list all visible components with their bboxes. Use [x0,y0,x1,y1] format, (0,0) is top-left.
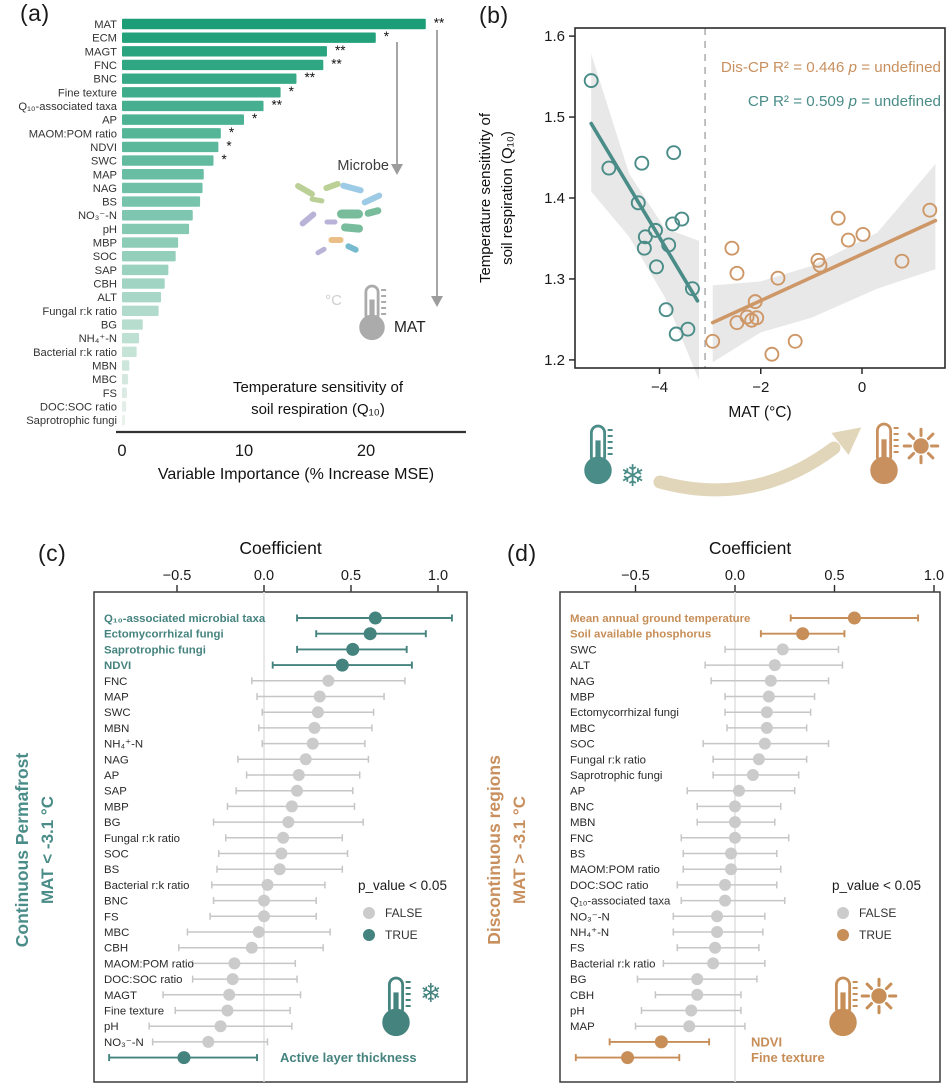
bar-label: SOC [92,251,117,264]
bar-label: Q₁₀-associated taxa [18,100,117,113]
row-label: FS [104,911,119,924]
coefficient-dot [685,1005,697,1017]
coefficient-dot [683,1020,695,1032]
data-point [635,157,648,170]
row-label: Ectomycorrhizal fungi [570,707,679,720]
coefficient-dot [691,973,703,985]
bar [122,306,159,316]
row-label: ALT [570,660,591,673]
coefficient-dot [277,832,289,844]
x-tick-label: −0.5 [621,568,650,584]
coefficient-dot [336,659,349,672]
coefficient-dot [707,957,719,969]
coefficient-dot [729,816,741,828]
coefficient-dot [307,738,319,750]
bar-label: ALT [97,292,117,305]
bar-label: DOC:SOC ratio [39,401,117,414]
row-label: NO₃⁻-N [104,1036,144,1049]
coefficient-dot [300,753,312,765]
bar-label: MAT [94,19,117,31]
x-axis-title: MAT (°C) [728,404,792,421]
bar-label: SAP [94,264,117,277]
bar [122,73,296,83]
sun-core [871,988,886,1003]
significance-stars: * [383,29,390,45]
snowflake-icon: ❄ [420,978,442,1008]
panel-d-label: (d) [507,540,537,566]
microbe-icon [294,182,316,198]
bar [122,401,126,411]
significance-stars: * [226,138,232,154]
coefficient-dot [308,722,320,734]
microbe-icon [337,210,363,219]
row-label: Fungal r:k ratio [104,832,180,845]
row-label: FS [570,942,585,955]
coefficient-dot [228,957,240,969]
coefficient-dot [223,989,235,1001]
bar [122,169,204,179]
x-tick-label: 20 [356,442,376,460]
coefficient-dot [258,895,270,907]
bar [122,101,264,111]
coefficient-dot [275,848,287,860]
row-label: AP [570,785,586,798]
row-label: SAP [104,785,127,798]
row-label: pH [570,1005,585,1018]
bar [122,237,178,247]
microbe-icon [315,246,328,256]
x-tick-label: 0.5 [824,568,845,584]
thermometer-warm-icon [830,978,858,1035]
significance-stars: * [221,152,227,168]
bar [122,114,244,124]
bar [122,278,165,288]
sun-ray [867,984,871,988]
x-tick-label: −4 [650,379,669,396]
coefficient-dot [848,612,861,625]
bar [122,155,214,165]
row-label: BNC [104,895,129,908]
microbe-icon [323,180,342,192]
side-label-line2: MAT > -3.1 °C [510,795,529,905]
celsius-label: °C [325,292,342,309]
row-label: MAP [104,691,129,704]
row-label: MBP [570,691,595,704]
legend-title: p_value < 0.05 [358,878,447,893]
bar [122,347,137,357]
microbe-icon [344,242,359,253]
coefficient-dot [761,722,773,734]
bar-label: MBN [92,360,117,373]
microbe-icon [309,196,325,204]
row-label-highlight: NDVI [104,660,132,673]
row-label: CBH [570,989,595,1002]
bar [122,183,203,193]
data-point [725,242,738,255]
coefficient-dot [711,910,723,922]
coefficient-dot [291,785,303,797]
row-label: Bacterial r:k ratio [570,958,656,971]
row-label: FNC [570,832,594,845]
x-tick-label: 0 [117,442,127,460]
coefficient-dot [346,643,359,656]
row-label-highlight: Active layer thickness [280,1050,417,1066]
coefficient-dot [725,863,737,875]
microbe-icon [329,237,344,243]
bar [122,374,128,384]
bar-label: ECM [92,32,117,45]
row-label: SWC [104,707,131,720]
x-tick-label: 1.0 [427,568,449,584]
coefficient-dot [322,675,334,687]
bar-label: MBP [92,237,117,250]
bar-label: BS [102,196,117,209]
significance-stars: ** [271,97,283,113]
x-tick-label: 1.0 [923,568,945,584]
thermometer-cold-icon [585,426,613,483]
panel-b-label: (b) [479,2,509,28]
bar [122,415,125,425]
mat-label: MAT [394,319,426,336]
bar-label: MAOM:POM ratio [28,128,117,141]
y-axis-title-line1: Temperature sensitivity of [477,112,494,284]
sun-ray [867,1003,871,1007]
legend-title: p_value < 0.05 [832,878,921,893]
sun-icon [862,979,896,1013]
panel-a-label: (a) [20,0,50,26]
coefficient-dot [763,691,775,703]
row-label: DOC:SOC ratio [104,974,183,987]
bar [122,128,221,138]
bar-label: FNC [94,59,117,72]
bar-label: SWC [90,155,117,168]
sun-icon [904,429,938,463]
bar-label: NH₄⁺-N [78,333,117,346]
bar [122,265,168,275]
legend-true-dot [363,929,375,941]
coefficient-dot [177,1051,190,1064]
panel-c-label: (c) [38,540,67,566]
significance-stars: ** [433,15,445,31]
warming-arrow-icon [660,416,870,490]
x-tick-label: −2 [752,379,770,396]
row-label: Fine texture [104,1005,165,1018]
row-label: MAP [570,1021,595,1034]
coefficient-dot [711,926,723,938]
x-tick-label: 0.0 [253,568,275,584]
row-label: MBC [104,927,130,939]
significance-stars: * [288,83,294,99]
legend-false-label: FALSE [385,906,423,920]
coefficient-dot [733,785,745,797]
microbe-icon [298,210,317,227]
row-label-highlight: Q₁₀-associated microbial taxa [104,613,266,625]
bar [122,210,193,220]
legend-false-dot [837,907,849,919]
microbe-icon [325,220,338,225]
legend-false-dot [363,907,375,919]
row-label: MBN [570,817,596,830]
thermometer-bulb [585,457,611,483]
sun-core [913,438,928,453]
significance-stars: ** [304,70,315,86]
x-tick-label: 0.0 [724,568,746,584]
bar-label: Fungal r:k ratio [42,305,117,318]
bar-label: BG [100,319,117,332]
legend-true-label: TRUE [859,928,892,942]
y-axis-title-line2: soil respiration (Q₁₀) [499,131,516,265]
bar [122,360,129,370]
row-label: MAOM:POM ratio [104,958,194,971]
row-label: Bacterial r:k ratio [104,879,190,892]
thermometer-gray-icon [360,286,386,339]
response-caption-line2: soil respiration (Q₁₀) [251,401,385,418]
bar-label: Saprotrophic fungi [26,415,117,428]
data-point [730,267,743,280]
thermometer-cold-icon [383,978,411,1035]
bar [122,142,218,152]
thermometer-bulb [360,315,384,339]
y-tick-label: 1.3 [544,270,565,288]
row-label: AP [104,770,120,782]
coefficient-dot [314,691,326,703]
microbe-cluster-icon [294,180,383,256]
thermometer-bulb [830,1009,856,1035]
coefficient-dot [286,800,298,812]
coefficient-dot [796,627,809,640]
sun-ray [886,984,890,988]
bar-label: NAG [92,182,117,195]
row-label: NAG [104,754,129,767]
row-label: BG [104,817,121,830]
x-axis-title: Variable Importance (% Increase MSE) [157,466,435,483]
coefficient-dot [759,738,771,750]
coefficient-dot [293,769,305,781]
coefficient-dot [282,816,294,828]
bar [122,46,327,56]
row-label: SWC [570,644,597,657]
panel-a-variable-importance-chart [0,0,474,530]
bar-label: CBH [93,278,117,291]
sun-ray [928,453,932,457]
row-label: MBC [570,722,596,735]
bar-label: NO₃⁻-N [77,210,117,223]
coefficient-dot [221,1005,233,1017]
coefficient-dot [621,1051,634,1064]
row-label: Saprotrophic fungi [570,770,663,782]
bar-label: BNC [93,73,117,86]
legend-true-dot [837,929,849,941]
row-label: BS [104,864,120,877]
y-tick-label: 1.6 [544,28,565,46]
bar-label: Fine texture [57,87,117,100]
data-point [857,228,870,241]
x-tick-label: 10 [234,442,254,460]
microbe-label: Microbe [337,158,389,174]
coefficient-dot [747,769,759,781]
coefficient-dot [215,1020,227,1032]
bar [122,251,176,261]
row-label: BS [570,848,586,861]
coefficient-dot [246,942,258,954]
side-label-line2: MAT < -3.1 °C [38,795,57,905]
microbe-icon [341,223,364,233]
coefficient-dot [753,753,765,765]
y-tick-label: 1.4 [544,190,565,207]
sun-ray [886,1003,890,1007]
data-point [765,348,778,361]
side-label-line1: Continuous Permafrost [12,752,32,948]
side-label-line1: Discontinuous regions [484,755,504,945]
panel-d-coefficient-chart [474,530,948,1084]
row-label: MBN [104,722,130,735]
sun-ray [909,434,913,438]
thermometer-bulb [871,457,897,483]
coefficient-dot [769,659,781,671]
bar-label: MAP [92,169,117,182]
row-label-highlight: NDVI [751,1034,783,1050]
row-label-highlight: Mean annual ground temperature [570,613,751,625]
significance-stars: ** [331,56,342,72]
significance-stars: * [252,111,258,127]
thermometer-bulb [383,1009,409,1035]
y-tick-label: 1.2 [544,351,565,369]
response-caption-line1: Temperature sensitivity of [232,379,404,396]
row-label: MAGT [104,989,137,1002]
row-label: DOC:SOC ratio [570,879,649,892]
x-tick-label: −0.5 [162,568,192,584]
stats-annotation: CP R² = 0.509 p = undefined [747,93,941,110]
bar-label: AP [102,114,117,127]
bar [122,319,143,329]
bar-label: MBC [92,374,117,387]
row-label: MAOM:POM ratio [570,864,660,877]
coefficient-dot [709,942,721,954]
coefficient-dot [253,926,265,938]
coefficient-dot [729,832,741,844]
microbe-arrow-head [391,164,403,175]
panel-b-scatter-chart [474,0,948,530]
bar [122,224,189,234]
warming-arrow-shaft [660,448,834,490]
data-point [789,335,802,348]
axis-title-coefficient: Coefficient [708,538,792,558]
snowflake-icon: ❄ [620,460,646,493]
row-label-highlight: Ectomycorrhizal fungi [104,628,224,641]
row-label: pH [104,1021,119,1034]
x-tick-label: 0.5 [340,568,362,584]
coefficient-dot [777,643,789,655]
coefficient-dot [691,989,703,1001]
row-label: NAG [570,675,595,688]
bar [122,388,127,398]
bar [122,196,200,206]
row-label: NO₃⁻-N [570,911,610,924]
row-label: CBH [104,942,129,955]
bar-label: FS [102,387,117,400]
coefficient-dot [729,800,741,812]
row-label: SOC [104,848,129,861]
x-tick-label: 0 [857,379,867,396]
coefficient-dot [369,612,382,625]
bar-label: pH [102,223,117,236]
panel-c-coefficient-chart [0,530,474,1084]
bar [122,333,139,343]
microbe-icon [361,192,383,207]
bar [122,19,426,29]
mat-arrow-head [431,296,443,307]
row-label-highlight: Saprotrophic fungi [104,644,206,657]
bar [122,32,376,42]
bar [122,60,323,70]
microbe-icon [364,206,382,217]
row-label: Q₁₀-associated taxa [570,895,671,908]
row-label: FNC [104,675,128,688]
data-point [842,234,855,247]
legend-true-label: TRUE [385,928,418,942]
thermometer-warm-icon [871,424,899,483]
coefficient-dot [364,627,377,640]
stats-annotation: Dis-CP R² = 0.446 p = undefined [720,59,941,76]
bar-label: MAGT [84,46,117,59]
significance-stars: ** [334,42,346,58]
coefficient-dot [655,1035,668,1048]
bar [122,87,281,97]
coefficient-dot [719,895,731,907]
coefficient-dot [202,1036,214,1048]
coefficient-dot [312,706,324,718]
coefficient-dot [274,863,286,875]
row-label: NH₄⁺-N [570,927,610,939]
data-point [667,146,680,159]
bar-label: NDVI [90,141,117,154]
row-label-highlight: Fine texture [751,1050,825,1066]
row-label: Fungal r:k ratio [570,754,646,767]
coefficient-dot [761,706,773,718]
coefficient-dot [261,879,273,891]
microbe-icon [340,182,365,194]
bar [122,292,161,302]
coefficient-dot [765,675,777,687]
sun-ray [909,453,913,457]
data-point [832,212,845,225]
axis-title-coefficient: Coefficient [239,538,322,558]
row-label: SOC [570,738,595,751]
bar-label: Bacterial r:k ratio [33,346,117,359]
row-label: MBP [104,801,129,814]
row-label-highlight: Soil available phosphorus [570,628,712,641]
row-label: BNC [570,801,595,814]
y-tick-label: 1.5 [544,109,565,127]
coefficient-dot [719,879,731,891]
significance-stars: * [228,124,235,140]
coefficient-dot [725,848,737,860]
legend-false-label: FALSE [859,906,897,920]
row-label: BG [570,974,587,987]
row-label: NH₄⁺-N [104,738,144,751]
coefficient-dot [227,973,239,985]
sun-ray [928,434,932,438]
coefficient-dot [258,910,270,922]
